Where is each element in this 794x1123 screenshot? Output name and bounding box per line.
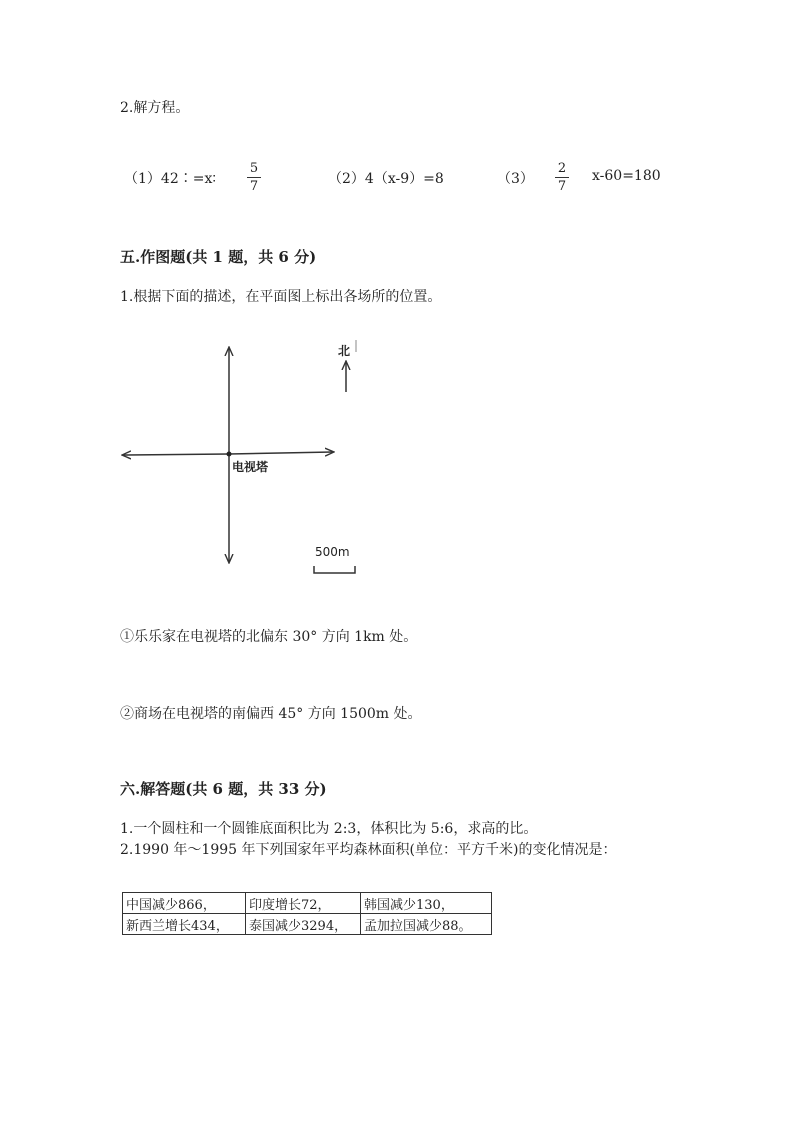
- fraction-denominator: 7: [249, 179, 259, 194]
- section-6-heading: 六.解答题(共 6 题，共 33 分): [120, 780, 327, 798]
- west-axis-arrow: [123, 454, 229, 455]
- section-5-heading: 五.作图题(共 1 题，共 6 分): [120, 248, 317, 266]
- tv-tower-label: 电视塔: [232, 460, 269, 474]
- table-cell: 韩国减少130，: [361, 893, 492, 914]
- fraction-numerator: 5: [249, 161, 259, 176]
- table-cell: 新西兰增长434，: [123, 914, 246, 935]
- table-cell: 孟加拉国减少88。: [361, 914, 492, 935]
- table-cell: 中国减少866，: [123, 893, 246, 914]
- equation-3-tail: x-60=180: [592, 168, 661, 184]
- equation-2-label: （2）4（x-9）=8: [328, 171, 444, 187]
- question-title: 2.解方程。: [120, 100, 190, 116]
- scale-label: 500m: [315, 545, 350, 559]
- table-row: [123, 914, 492, 935]
- table-row: [123, 893, 492, 914]
- table-cell: 印度增长72，: [246, 893, 361, 914]
- description-item-2: ②商场在电视塔的南偏西 45° 方向 1500m 处。: [120, 706, 422, 722]
- fraction-numerator: 2: [557, 161, 567, 176]
- description-item-1: ①乐乐家在电视塔的北偏东 30° 方向 1km 处。: [120, 629, 418, 645]
- section-6-question-2: 2.1990 年～1995 年下列国家年平均森林面积(单位：平方千米)的变化情况是：: [120, 842, 617, 858]
- east-axis-arrow: [229, 452, 333, 454]
- tv-tower-point: [227, 452, 232, 457]
- scale-bar: [314, 566, 355, 573]
- north-label: 北: [338, 344, 351, 358]
- table-cell: 泰国减少3294，: [246, 914, 361, 935]
- equation-3-label: （3）: [497, 171, 534, 187]
- forest-change-table: [122, 892, 492, 935]
- section-5-question-1: 1.根据下面的描述，在平面图上标出各场所的位置。: [120, 289, 442, 305]
- fraction-denominator: 7: [557, 179, 567, 194]
- equation-1-label: （1）42∶=x∶: [124, 171, 216, 187]
- section-6-question-1: 1.一个圆柱和一个圆锥底面积比为 2:3，体积比为 5:6，求高的比。: [120, 821, 538, 837]
